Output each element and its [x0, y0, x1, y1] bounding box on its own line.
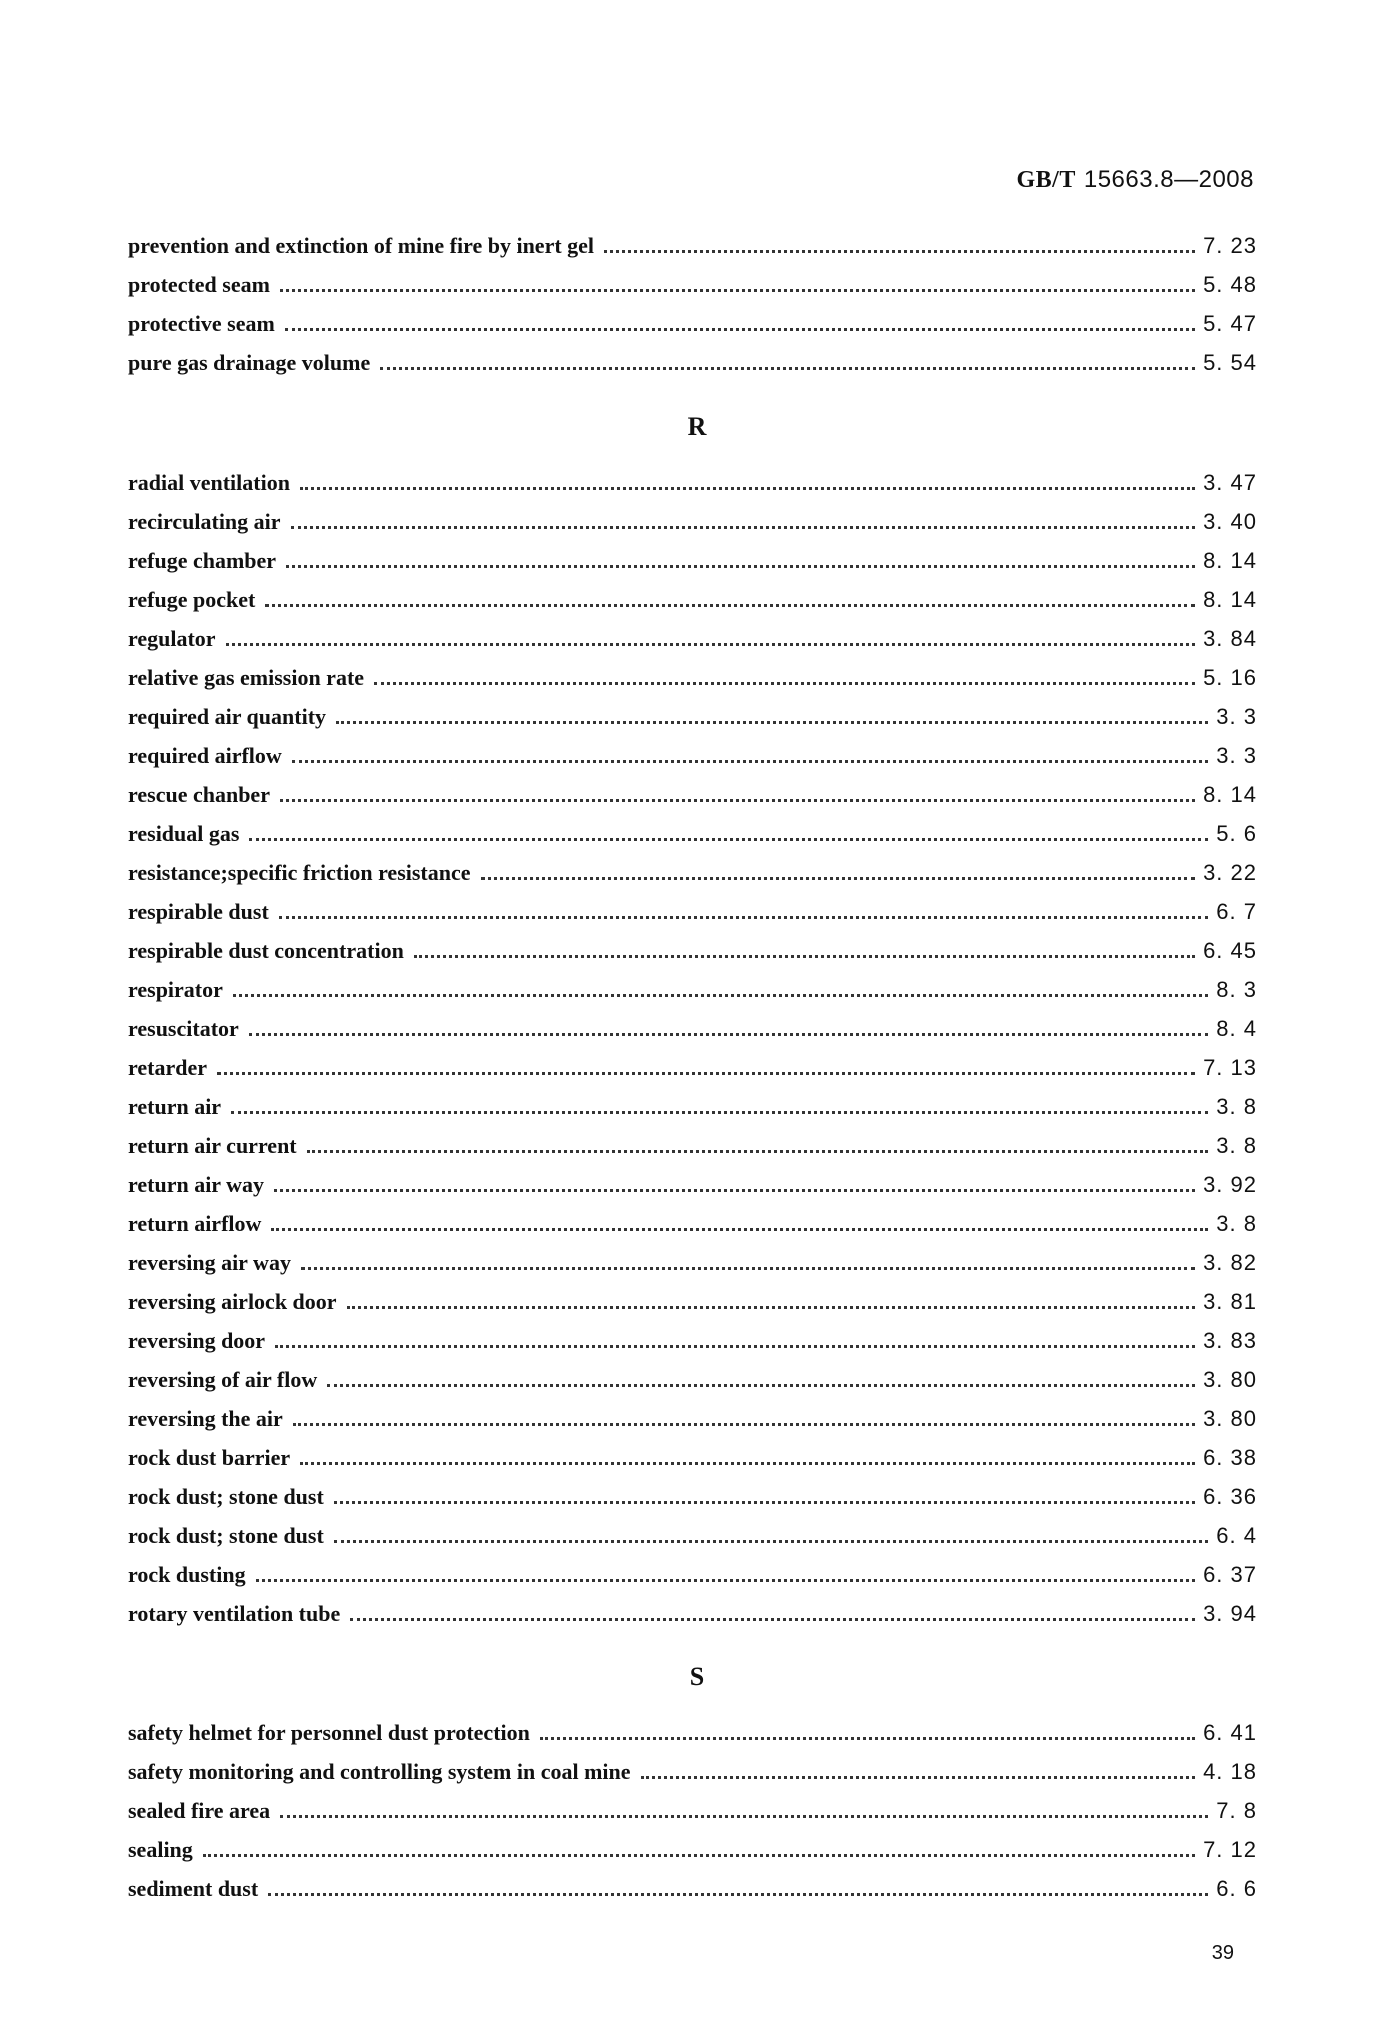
index-entry	[128, 1759, 1257, 1798]
index-term: safety monitoring and controlling system in coal mine	[128, 1759, 631, 1784]
clause-ref: 4. 18	[1203, 1759, 1257, 1784]
index-entry	[128, 977, 1257, 1016]
index-term: protective seam	[128, 311, 275, 336]
clause-ref: 8. 14	[1203, 548, 1257, 573]
clause-ref: 8. 4	[1216, 1016, 1257, 1041]
clause-ref: 3. 94	[1203, 1601, 1257, 1626]
standard-prefix: GB/T	[1016, 167, 1076, 193]
index-entry	[128, 587, 1257, 626]
page-header	[1016, 166, 1254, 194]
dot-leader	[540, 1737, 1195, 1740]
dot-leader	[233, 994, 1208, 997]
index-term: rock dusting	[128, 1562, 246, 1587]
clause-ref: 7. 23	[1203, 233, 1257, 258]
index-entry	[128, 704, 1257, 743]
index-entry	[128, 1445, 1257, 1484]
index-term: refuge chamber	[128, 548, 277, 573]
clause-ref: 5. 16	[1203, 665, 1257, 690]
index-term: respirator	[128, 977, 223, 1002]
dot-leader	[307, 1150, 1209, 1153]
index-term: resistance;specific friction resistance	[128, 860, 471, 885]
dot-leader	[249, 1033, 1209, 1036]
clause-ref: 3. 84	[1203, 626, 1257, 651]
index-term: reversing of air flow	[128, 1367, 318, 1392]
dot-leader	[231, 1111, 1208, 1114]
index-term: return air current	[128, 1133, 297, 1158]
index-entry	[128, 1837, 1257, 1876]
index-term: pure gas drainage volume	[128, 350, 371, 375]
index-entry	[128, 899, 1257, 938]
index-entry	[128, 743, 1257, 782]
clause-ref: 6. 7	[1216, 899, 1257, 924]
index-term: radial ventilation	[128, 470, 290, 495]
index-term: residual gas	[128, 821, 240, 846]
index-term: reversing air way	[128, 1250, 291, 1275]
dot-leader	[280, 289, 1195, 292]
dot-leader	[265, 604, 1195, 607]
dot-leader	[286, 565, 1195, 568]
index-entry	[128, 665, 1257, 704]
dot-leader	[291, 526, 1196, 529]
clause-ref: 3. 22	[1203, 860, 1257, 885]
index-entry	[128, 1094, 1257, 1133]
index-entry	[128, 938, 1257, 977]
index-term: resuscitator	[128, 1016, 239, 1041]
dot-leader	[334, 1540, 1208, 1543]
index-term: rock dust; stone dust	[128, 1484, 324, 1509]
clause-ref: 8. 14	[1203, 587, 1257, 612]
index-entry	[128, 1172, 1257, 1211]
standard-number: 15663.8—2008	[1083, 166, 1254, 193]
clause-ref: 3. 80	[1203, 1367, 1257, 1392]
dot-leader	[279, 916, 1209, 919]
dot-leader	[268, 1893, 1208, 1896]
dot-leader	[280, 799, 1195, 802]
index-entry	[128, 1016, 1257, 1055]
dot-leader	[374, 682, 1195, 685]
index-entry	[128, 233, 1257, 272]
index-term: protected seam	[128, 272, 270, 297]
dot-leader	[256, 1579, 1195, 1582]
dot-leader	[301, 1267, 1195, 1270]
dot-leader	[271, 1228, 1208, 1231]
index-term: rock dust; stone dust	[128, 1523, 324, 1548]
index-entry	[128, 1523, 1257, 1562]
dot-leader	[481, 877, 1196, 880]
dot-leader	[274, 1189, 1195, 1192]
index-entry	[128, 350, 1257, 389]
index-term: rock dust barrier	[128, 1445, 291, 1470]
index-entry	[128, 470, 1257, 509]
dot-leader	[336, 721, 1208, 724]
dot-leader	[350, 1618, 1195, 1621]
index-entry	[128, 272, 1257, 311]
index-entry	[128, 509, 1257, 548]
index-entry	[128, 1406, 1257, 1445]
dot-leader	[280, 1815, 1208, 1818]
clause-ref: 7. 12	[1203, 1837, 1257, 1862]
index-term: rotary ventilation tube	[128, 1601, 341, 1626]
dot-leader	[327, 1384, 1195, 1387]
dot-leader	[334, 1501, 1195, 1504]
dot-leader	[641, 1776, 1196, 1779]
clause-ref: 8. 14	[1203, 782, 1257, 807]
index-term: respirable dust	[128, 899, 269, 924]
index-term: retarder	[128, 1055, 207, 1080]
dot-leader	[300, 487, 1195, 490]
index-block-p	[128, 233, 1257, 389]
index-entry	[128, 821, 1257, 860]
dot-leader	[347, 1306, 1196, 1309]
clause-ref: 3. 8	[1216, 1133, 1257, 1158]
clause-ref: 3. 92	[1203, 1172, 1257, 1197]
index-term: prevention and extinction of mine fire by inert gel	[128, 233, 595, 258]
index-entry	[128, 1601, 1257, 1640]
index-entry	[128, 782, 1257, 821]
dot-leader	[203, 1854, 1195, 1857]
index-term: relative gas emission rate	[128, 665, 365, 690]
index-entry	[128, 1798, 1257, 1837]
dot-leader	[285, 328, 1195, 331]
clause-ref: 6. 36	[1203, 1484, 1257, 1509]
section-letter-r: R	[687, 412, 707, 441]
index-term: respirable dust concentration	[128, 938, 404, 963]
dot-leader	[275, 1345, 1195, 1348]
dot-leader	[217, 1072, 1195, 1075]
clause-ref: 3. 82	[1203, 1250, 1257, 1275]
dot-leader	[249, 838, 1208, 841]
clause-ref: 6. 4	[1216, 1523, 1257, 1548]
dot-leader	[300, 1462, 1195, 1465]
index-term: regulator	[128, 626, 216, 651]
index-entry	[128, 1211, 1257, 1250]
clause-ref: 7. 8	[1216, 1798, 1257, 1823]
index-term: reversing the air	[128, 1406, 283, 1431]
clause-ref: 3. 8	[1216, 1094, 1257, 1119]
index-entry	[128, 860, 1257, 899]
index-entry	[128, 1484, 1257, 1523]
index-entry	[128, 1876, 1257, 1915]
index-term: return air	[128, 1094, 222, 1119]
clause-ref: 5. 54	[1203, 350, 1257, 375]
clause-ref: 5. 6	[1216, 821, 1257, 846]
clause-ref: 6. 38	[1203, 1445, 1257, 1470]
dot-leader	[414, 955, 1195, 958]
clause-ref: 3. 8	[1216, 1211, 1257, 1236]
index-term: rescue chanber	[128, 782, 270, 807]
index-entry	[128, 1328, 1257, 1367]
dot-leader	[293, 1423, 1195, 1426]
clause-ref: 6. 45	[1203, 938, 1257, 963]
clause-ref: 3. 83	[1203, 1328, 1257, 1353]
index-term: reversing door	[128, 1328, 266, 1353]
clause-ref: 3. 80	[1203, 1406, 1257, 1431]
index-entry	[128, 1562, 1257, 1601]
clause-ref: 3. 3	[1216, 743, 1257, 768]
index-entry	[128, 626, 1257, 665]
section-letter-s: S	[689, 1662, 705, 1691]
dot-leader	[292, 760, 1209, 763]
index-entry	[128, 1133, 1257, 1172]
clause-ref: 5. 48	[1203, 272, 1257, 297]
page-number: 39	[1211, 1942, 1234, 1964]
index-entry	[128, 1720, 1257, 1759]
index-entry	[128, 1289, 1257, 1328]
index-block-r	[128, 470, 1257, 1640]
clause-ref: 3. 3	[1216, 704, 1257, 729]
index-term: sealing	[128, 1837, 193, 1862]
index-entry	[128, 311, 1257, 350]
clause-ref: 7. 13	[1203, 1055, 1257, 1080]
index-entry	[128, 1367, 1257, 1406]
index-term: required airflow	[128, 743, 282, 768]
dot-leader	[604, 250, 1195, 253]
clause-ref: 6. 6	[1216, 1876, 1257, 1901]
index-entry	[128, 1250, 1257, 1289]
dot-leader	[380, 367, 1195, 370]
index-term: sediment dust	[128, 1876, 259, 1901]
index-term: required air quantity	[128, 704, 327, 729]
clause-ref: 8. 3	[1216, 977, 1257, 1002]
dot-leader	[226, 643, 1195, 646]
index-entry	[128, 548, 1257, 587]
index-term: recirculating air	[128, 509, 281, 534]
clause-ref: 6. 41	[1203, 1720, 1257, 1745]
clause-ref: 3. 40	[1203, 509, 1257, 534]
index-term: return airflow	[128, 1211, 262, 1236]
index-block-s	[128, 1720, 1257, 1915]
index-term: sealed fire area	[128, 1798, 271, 1823]
index-term: safety helmet for personnel dust protection	[128, 1720, 530, 1745]
index-term: reversing airlock door	[128, 1289, 337, 1314]
clause-ref: 6. 37	[1203, 1562, 1257, 1587]
clause-ref: 5. 47	[1203, 311, 1257, 336]
index-entry	[128, 1055, 1257, 1094]
clause-ref: 3. 81	[1203, 1289, 1257, 1314]
index-term: return air way	[128, 1172, 265, 1197]
index-term: refuge pocket	[128, 587, 256, 612]
clause-ref: 3. 47	[1203, 470, 1257, 495]
